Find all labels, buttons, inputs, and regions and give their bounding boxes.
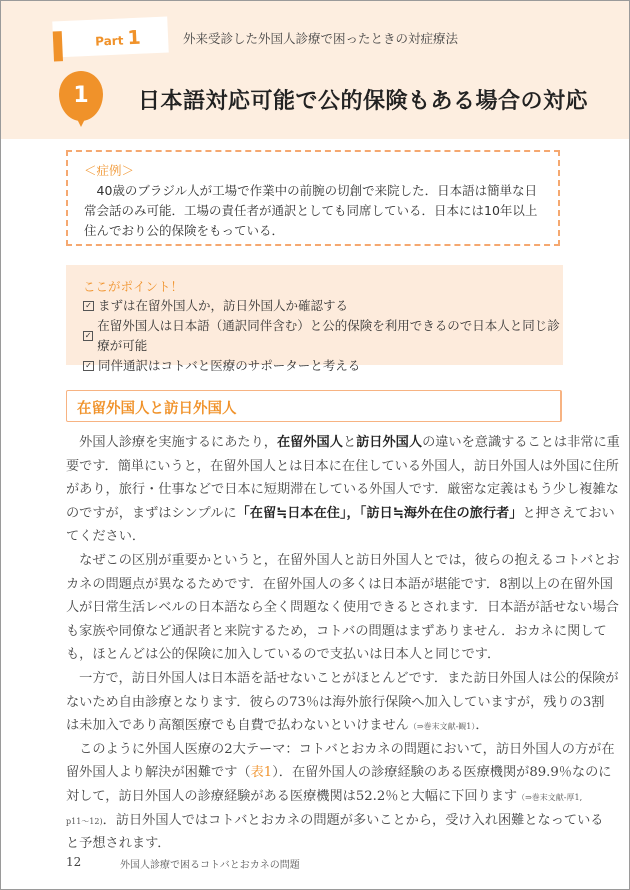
text-line: [66, 643, 563, 667]
table-reference-link[interactable]: 表1: [250, 765, 273, 781]
text-run: があり，旅行・仕事などで日本に短期滞在している外国人です．厳密な定義はもう少し複雑な: [66, 482, 619, 498]
key-points-list: [83, 296, 563, 376]
text-run: カネの問題点が異なるためです．在留外国人の多くは日本語が堪能です．8割以上の在留外国: [66, 576, 613, 592]
text-run: も，ほとんどは公的保険に加入しているので支払いは日本人と同じです．: [66, 647, 501, 663]
text-line: [66, 691, 605, 715]
text-line: [66, 431, 620, 455]
text-run: のですが，まずはシンプルに: [66, 505, 237, 521]
text-run: の違いを意識することは非常に重: [422, 435, 620, 450]
key-points-box: [66, 265, 563, 373]
paragraph: [66, 738, 615, 856]
paragraph: [66, 431, 620, 549]
bold-term: 「在留≒日本在住」，「訪日≒海外在住の旅行者」: [236, 505, 523, 521]
text-line: [66, 455, 619, 479]
page-footer: [66, 855, 300, 871]
text-run: と押さえておい: [522, 505, 615, 521]
page-number: 12: [66, 855, 82, 869]
checkbox-icon: ✓: [83, 361, 94, 371]
text-run: 外国人診療を実施するにあたり，: [66, 435, 277, 450]
text-line: [66, 667, 619, 691]
text-run: ．訪日外国人ではコトバとおカネの問題が多いことから，受け入れ困難となっている: [102, 812, 604, 828]
key-point-text: 同伴通訳はコトバと医療のサポーターと考える: [98, 358, 361, 373]
text-line: [66, 714, 563, 738]
text-run: と: [342, 435, 357, 450]
text-run: と予想されます．: [66, 836, 171, 852]
list-item: [83, 296, 563, 316]
key-point-text: まずは在留外国人か，訪日外国人か確認する: [98, 298, 349, 313]
section-number: 1: [73, 83, 89, 108]
reference-note: （⇒巻末文献-厚1,: [517, 792, 583, 802]
checkbox-icon: ✓: [84, 331, 92, 340]
text-line: [66, 573, 613, 597]
text-line: [66, 832, 563, 856]
text-line: [66, 761, 612, 785]
page-title: 日本語対応可能で公的保険もある場合の対応: [138, 89, 589, 114]
reference-note: p11〜12): [66, 816, 103, 826]
text-run: ないため自由診療となります．彼らの73％は海外旅行保険へ加入していますが，残りの3割: [66, 694, 605, 710]
paragraph: [66, 667, 619, 738]
key-point-text: 在留外国人は日本語（通訳同伴含む）と公的保険を利用できるので日本人と同じ診療が可能: [97, 318, 560, 353]
text-run: てください．: [66, 529, 146, 545]
text-line: [66, 785, 583, 809]
checkbox-icon: ✓: [83, 301, 94, 311]
text-line: [66, 478, 619, 502]
text-run: 人が日常生活レベルの日本語なら全く問題なく使用できるとされます．日本語が話せない場合: [66, 600, 619, 616]
running-title: 外国人診療で困るコトバとおカネの問題: [120, 860, 300, 871]
text-line: [66, 620, 607, 644]
part-label: [95, 27, 142, 51]
text-line: [66, 549, 620, 573]
subsection-heading-box: [66, 390, 562, 422]
paragraph: [66, 549, 620, 667]
bold-term: 訪日外国人: [356, 435, 423, 450]
text-run: なぜこの区別が重要かというと，在留外国人と訪日外国人とでは，彼らの抱えるコトバとお: [66, 552, 620, 568]
text-run: ．: [475, 718, 489, 734]
text-run: 要です．簡単にいうと，在留外国人とは日本に在住している外国人，訪日外国人は外国に住所: [66, 458, 619, 474]
part-tag: [52, 17, 168, 58]
list-item: [83, 316, 563, 356]
text-run: は未加入であり高額医療でも自費で払わないといけません: [66, 718, 409, 734]
body-text: [66, 431, 620, 856]
text-run: 対して，訪日外国人の診療経験がある医療機関は52.2％と大幅に下回ります: [66, 788, 518, 804]
key-points-heading: ここがポイント！: [83, 279, 184, 294]
chapter-title: 外来受診した外国人診療で困ったときの対症療法: [183, 31, 459, 46]
reference-note: （⇒巻末文献-観1）: [408, 722, 476, 732]
bold-term: 在留外国人: [277, 435, 343, 450]
text-line: [66, 738, 615, 762]
text-run: ）．在留外国人の診療経験のある医療機関が89.9％なのに: [272, 765, 612, 781]
subsection-title: 在留外国人と訪日外国人: [77, 401, 237, 417]
page-header: [1, 1, 629, 139]
section-number-badge: [59, 71, 103, 121]
case-text: 40歳のブラジル人が工場で作業中の前腕の切創で来院した．日本語は簡単な日常会話のみ可能．工場の責任者が通訳としても同席している．日本には10年以上住んでおり公的保険をもっている．: [84, 183, 538, 238]
text-run: 一方で，訪日外国人は日本語を話せないことがほとんどです．また訪日外国人は公的保険が: [66, 670, 619, 686]
text-run: 留外国人より解決が困難です（: [66, 765, 251, 781]
case-heading: ＜症例＞: [84, 163, 135, 178]
text-line: [66, 809, 604, 833]
case-box: [66, 150, 560, 246]
list-item: [83, 356, 563, 376]
part-number: 1: [127, 26, 142, 50]
part-tag-bar: [53, 31, 63, 61]
text-run: も家族や同僚など通訳者と来院するため，コトバの問題はまずありません．おカネに関して: [66, 623, 607, 639]
text-line: [66, 525, 563, 549]
text-line: [66, 502, 615, 526]
text-run: このように外国人医療の2大テーマ：コトバとおカネの問題において，訪日外国人の方が在: [66, 741, 615, 757]
text-line: [66, 596, 619, 620]
part-word: Part: [94, 33, 124, 49]
